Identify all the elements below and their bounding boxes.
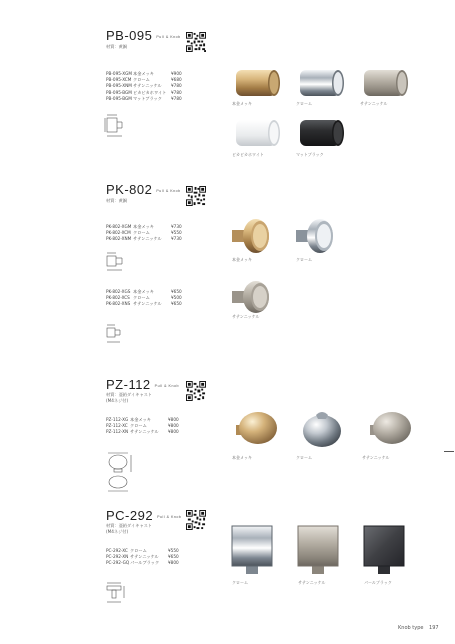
photo-label: 本金メッキ — [232, 455, 252, 460]
product-list-pb-095 — [106, 71, 185, 102]
product-row: PK-802-XCM クローム ¥550 — [106, 230, 182, 236]
product-row: PC-292-GQ パールブラック ¥800 — [106, 560, 179, 566]
material-pk-802: 材質：黄銅 — [106, 198, 127, 203]
dimension-drawing-icon — [104, 112, 128, 142]
photo-label: クローム — [296, 257, 312, 262]
footer-label: Knob type — [398, 625, 424, 631]
dimension-drawing-icon — [104, 250, 130, 274]
product-row: PB-095-XCM クローム ¥680 — [106, 77, 182, 83]
photo-label: サテンニッケル — [232, 314, 260, 319]
photo-label: 本金メッキ — [232, 101, 252, 106]
material-pc-292: 材質：亜鉛ダイキャスト (M4ネジ付) — [106, 523, 152, 534]
photo-label: サテンニッケル — [298, 580, 326, 585]
qr-code-icon[interactable] — [186, 186, 206, 206]
product-photo-chrome[interactable] — [296, 405, 348, 451]
product-row: PB-095-BGM ピカピカホワイト ¥780 — [106, 89, 182, 95]
product-list-pz-112 — [106, 417, 182, 436]
photo-label: クローム — [296, 455, 312, 460]
product-row: PB-095-XGM 本金メッキ ¥900 — [106, 71, 182, 76]
product-row: PK-802-XGS 本金メッキ ¥650 — [106, 289, 182, 294]
product-list-pc-292 — [106, 548, 182, 567]
product-photo-satin[interactable] — [228, 278, 274, 316]
product-photo-chrome[interactable] — [292, 216, 338, 256]
product-photo-chrome-square[interactable] — [228, 522, 276, 578]
product-photo-white[interactable] — [232, 116, 282, 150]
photo-label: パールブラック — [364, 580, 392, 585]
material-pz-112: 材質：亜鉛ダイキャスト (M4ネジ付) — [106, 392, 152, 403]
photo-label: クローム — [296, 101, 312, 106]
page-edge-marker — [444, 451, 454, 452]
product-photo-pearl-square[interactable] — [360, 522, 408, 578]
photo-label: 本金メッキ — [232, 257, 252, 262]
product-row: PK-802-XNS サテンニッケル ¥650 — [106, 301, 182, 307]
page-number: 197 — [429, 625, 439, 631]
product-photo-black[interactable] — [296, 116, 346, 150]
qr-code-icon[interactable] — [186, 381, 206, 401]
photo-label: サテンニッケル — [362, 455, 390, 460]
product-row: PK-802-XNM サテンニッケル ¥730 — [106, 236, 182, 242]
product-list-pk-802 — [106, 224, 185, 243]
photo-label: サテンニッケル — [360, 101, 388, 106]
footer — [398, 625, 439, 631]
product-photo-satin-square[interactable] — [294, 522, 342, 578]
product-row: PZ-112-XN サテンニッケル ¥800 — [106, 429, 179, 435]
product-row: PK-802-XCS クローム ¥500 — [106, 295, 182, 301]
qr-code-icon[interactable] — [186, 510, 206, 530]
qr-code-icon[interactable] — [186, 32, 206, 52]
dimension-drawing-icon — [104, 322, 130, 348]
product-photo-gold[interactable] — [228, 405, 280, 451]
product-row: PC-292-XN サテンニッケル ¥650 — [106, 554, 179, 560]
product-row: PK-802-XGM 本金メッキ ¥730 — [106, 224, 182, 229]
section-title-pb-095: PB-095 Pull & Knob — [106, 28, 181, 43]
product-row: PZ-112-XG 本金メッキ ¥800 — [106, 417, 179, 422]
product-photo-satin[interactable] — [362, 405, 414, 451]
product-photo-chrome[interactable] — [296, 66, 346, 100]
section-title-pc-292: PC-292 Pull & Knob — [106, 508, 182, 523]
photo-label: マットブラック — [296, 152, 324, 157]
product-row: PB-095-BGM マットブラック ¥780 — [106, 95, 182, 101]
product-row: PZ-112-XC クローム ¥800 — [106, 423, 179, 429]
dimension-drawing-icon — [104, 580, 136, 608]
material-pb-095: 材質：黄銅 — [106, 44, 127, 49]
product-row: PB-095-XNM サテンニッケル ¥780 — [106, 83, 182, 89]
product-list-pk-802-s — [106, 289, 185, 308]
product-photo-gold[interactable] — [232, 66, 282, 100]
photo-label: クローム — [232, 580, 248, 585]
section-title-pz-112: PZ-112 Pull & Knob — [106, 377, 179, 392]
product-row: PC-292-XC クローム ¥550 — [106, 548, 179, 553]
photo-label: ピカピカホワイト — [232, 152, 264, 157]
product-photo-gold[interactable] — [228, 216, 274, 256]
dimension-drawing-icon — [104, 448, 136, 494]
product-photo-satin[interactable] — [360, 66, 410, 100]
section-title-pk-802: PK-802 Pull & Knob — [106, 182, 181, 197]
